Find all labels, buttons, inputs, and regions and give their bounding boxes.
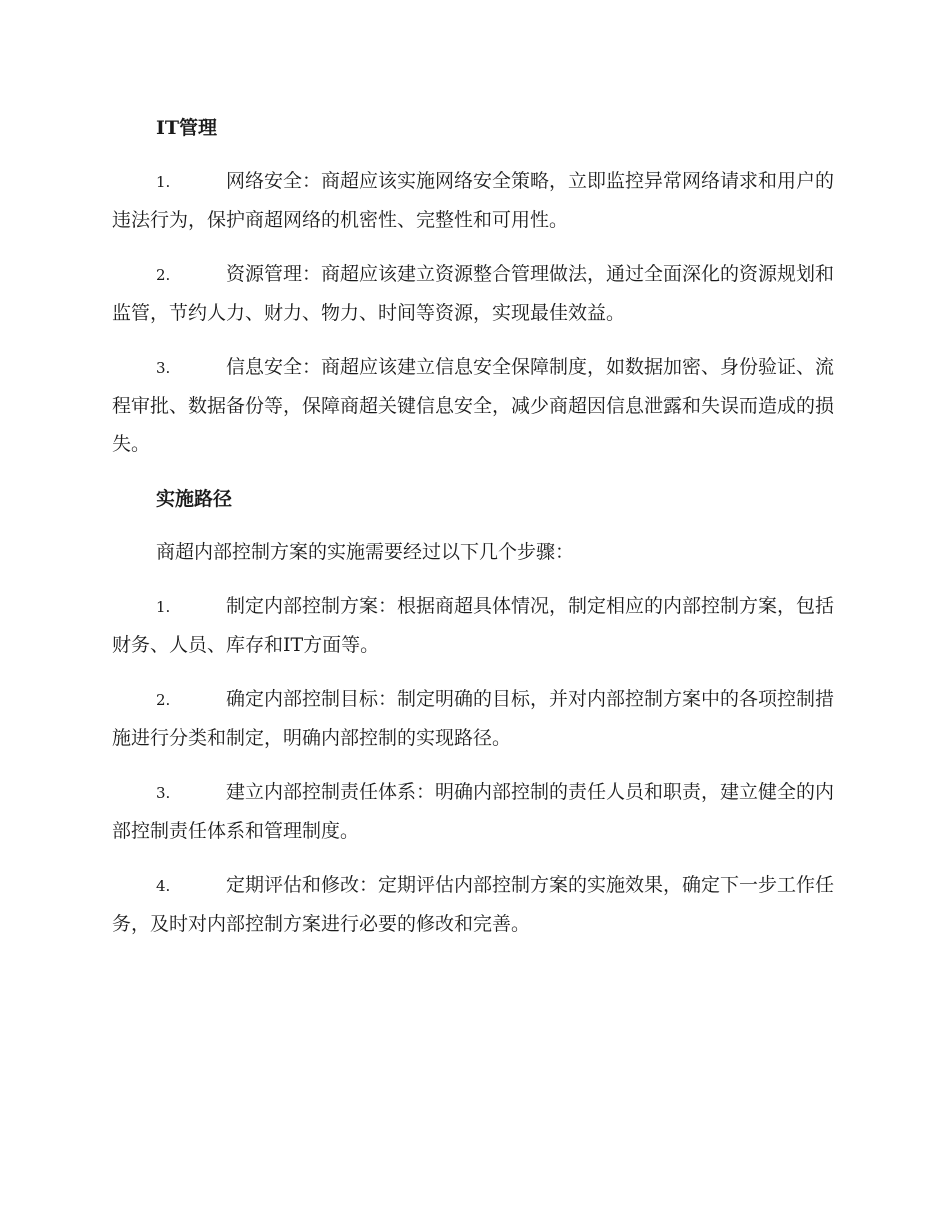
- list-number: 3.: [156, 359, 171, 377]
- list-item-text: 建立内部控制责任体系：明确内部控制的责任人员和职责，建立健全的内部控制责任体系和管理制度。: [112, 781, 835, 842]
- section-heading-path: 实施路径: [156, 488, 233, 510]
- list-item-text: 确定内部控制目标：制定明确的目标，并对内部控制方案中的各项控制措施进行分类和制定，明确内部控制的实现路径。: [112, 688, 835, 749]
- list-item: [112, 680, 834, 757]
- document-page: [112, 108, 834, 943]
- list-item: [112, 587, 834, 664]
- list-number: 2.: [156, 266, 171, 284]
- list-item-text: 资源管理：商超应该建立资源整合管理做法，通过全面深化的资源规划和监管，节约人力、财力、物力、时间等资源，实现最佳效益。: [112, 263, 835, 324]
- list-item: [112, 866, 834, 943]
- list-item: [112, 348, 834, 463]
- list-item-text: 网络安全：商超应该实施网络安全策略，立即监控异常网络请求和用户的违法行为，保护商超网络的机密性、完整性和可用性。: [112, 170, 835, 231]
- list-number: 4.: [156, 877, 171, 895]
- list-item-text: 定期评估和修改：定期评估内部控制方案的实施效果，确定下一步工作任务，及时对内部控制方案进行必要的修改和完善。: [112, 874, 835, 935]
- list-item-text: 信息安全：商超应该建立信息安全保障制度，如数据加密、身份验证、流程审批、数据备份等，保障商超关键信息安全，减少商超因信息泄露和失误而造成的损失。: [112, 356, 835, 455]
- list-item: [112, 773, 834, 850]
- list-item: [112, 255, 834, 332]
- list-number: 1.: [156, 173, 171, 191]
- list-item: [112, 162, 834, 239]
- list-item-text: 制定内部控制方案：根据商超具体情况，制定相应的内部控制方案，包括财务、人员、库存和IT方面等。: [112, 595, 835, 656]
- list-number: 3.: [156, 784, 171, 802]
- section-heading-it: IT管理: [156, 117, 218, 139]
- list-number: 1.: [156, 598, 171, 616]
- intro-paragraph: 商超内部控制方案的实施需要经过以下几个步骤：: [156, 541, 575, 563]
- list-number: 2.: [156, 691, 171, 709]
